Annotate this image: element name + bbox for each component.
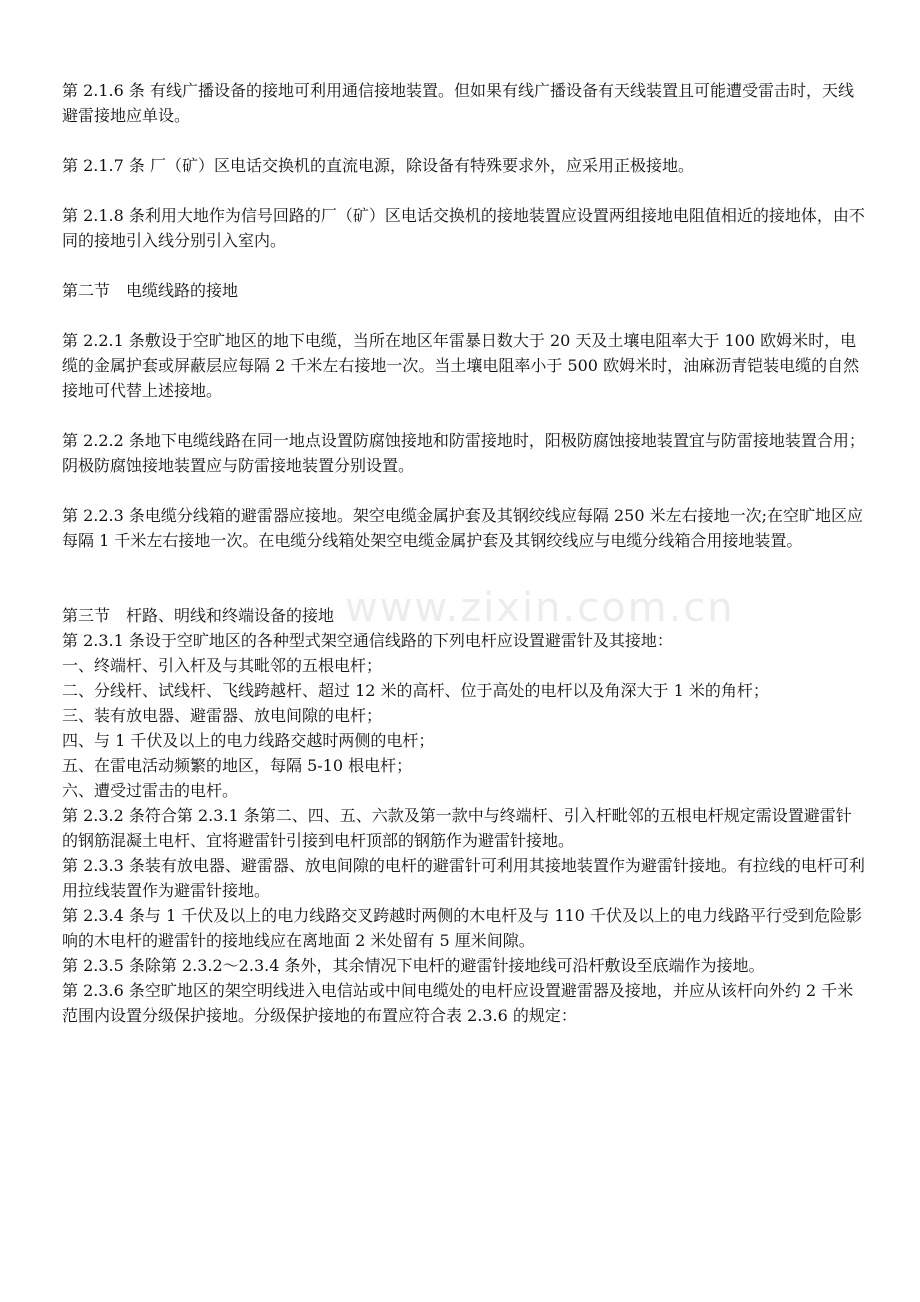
paragraph-2-1-7: 第 2.1.7 条 厂（矿）区电话交换机的直流电源，除设备有特殊要求外，应采用正极接地。 xyxy=(62,156,694,175)
section-heading-cable: 第二节 电缆线路的接地 xyxy=(62,281,239,300)
paragraph-2-3-4: 第 2.3.4 条与 1 千伏及以上的电力线路交叉跨越时两侧的木电杆及与 110 千伏及以上的电力线路平行受到危险影响的木电杆的避雷针的接地线应在离地面 2 米处留有 5 厘米间隙。 xyxy=(62,906,862,950)
paragraph-2-3-2: 第 2.3.2 条符合第 2.3.1 条第二、四、五、六款及第一款中与终端杆、引入杆毗邻的五根电杆规定需设置避雷针的钢筋混凝土电杆、宜将避雷针引接到电杆顶部的钢筋作为避雷针接地。 xyxy=(62,806,852,850)
paragraph-2-2-2: 第 2.2.2 条地下电缆线路在同一地点设置防腐蚀接地和防雷接地时，阳极防腐蚀接地装置宜与防雷接地装置合用；阴极防腐蚀接地装置应与防雷接地装置分别设置。 xyxy=(62,431,865,475)
list-item-6: 六、遭受过雷击的电杆。 xyxy=(62,781,239,800)
list-item-5: 五、在雷电活动频繁的地区，每隔 5-10 根电杆； xyxy=(62,756,413,775)
section-heading-pole-line: 第三节 杆路、明线和终端设备的接地 xyxy=(62,606,335,625)
paragraph-2-3-5: 第 2.3.5 条除第 2.3.2～2.3.4 条外，其余情况下电杆的避雷针接地线可沿杆敷设至底端作为接地。 xyxy=(62,956,765,975)
paragraph-2-3-3: 第 2.3.3 条装有放电器、避雷器、放电间隙的电杆的避雷针可利用其接地装置作为避雷针接地。有拉线的电杆可利用拉线装置作为避雷针接地。 xyxy=(62,856,865,900)
list-item-4: 四、与 1 千伏及以上的电力线路交越时两侧的电杆； xyxy=(62,731,435,750)
paragraph-2-3-1: 第 2.3.1 条设于空旷地区的各种型式架空通信线路的下列电杆应设置避雷针及其接地： xyxy=(62,631,673,650)
paragraph-2-1-6: 第 2.1.6 条 有线广播设备的接地可利用通信接地装置。但如果有线广播设备有天线装置且可能遭受雷击时，天线避雷接地应单设。 xyxy=(62,81,854,125)
list-item-1: 一、终端杆、引入杆及与其毗邻的五根电杆； xyxy=(62,656,383,675)
list-item-3: 三、装有放电器、避雷器、放电间隙的电杆； xyxy=(62,706,383,725)
document-body xyxy=(62,78,867,1028)
blank-line xyxy=(62,578,867,603)
watermark: www.zixin.com.cn xyxy=(345,585,735,631)
paragraph-2-2-3: 第 2.2.3 条电缆分线箱的避雷器应接地。架空电缆金属护套及其钢绞线应每隔 250 米左右接地一次;在空旷地区应每隔 1 千米左右接地一次。在电缆分线箱处架空电缆金属护套及其钢绞线应与电缆分线箱合用接地装置。 xyxy=(62,506,863,550)
paragraph-2-3-6: 第 2.3.6 条空旷地区的架空明线进入电信站或中间电缆处的电杆应设置避雷器及接地，并应从该杆向外约 2 千米范围内设置分级保护接地。分级保护接地的布置应符合表 2.3.6 的规定： xyxy=(62,981,854,1025)
list-item-2: 二、分线杆、试线杆、飞线跨越杆、超过 12 米的高杆、位于高处的电杆以及角深大于 1 米的角杆； xyxy=(62,681,769,700)
paragraph-2-2-1: 第 2.2.1 条敷设于空旷地区的地下电缆，当所在地区年雷暴日数大于 20 天及土壤电阻率大于 100 欧姆米时，电缆的金属护套或屏蔽层应每隔 2 千米左右接地一次。当土壤电阻率小于 500 欧姆米时，油麻沥青铠装电缆的自然接地可代替上述接地。 xyxy=(62,331,860,400)
paragraph-2-1-8: 第 2.1.8 条利用大地作为信号回路的厂（矿）区电话交换机的接地装置应设置两组接地电阻值相近的接地体，由不同的接地引入线分别引入室内。 xyxy=(62,206,865,250)
